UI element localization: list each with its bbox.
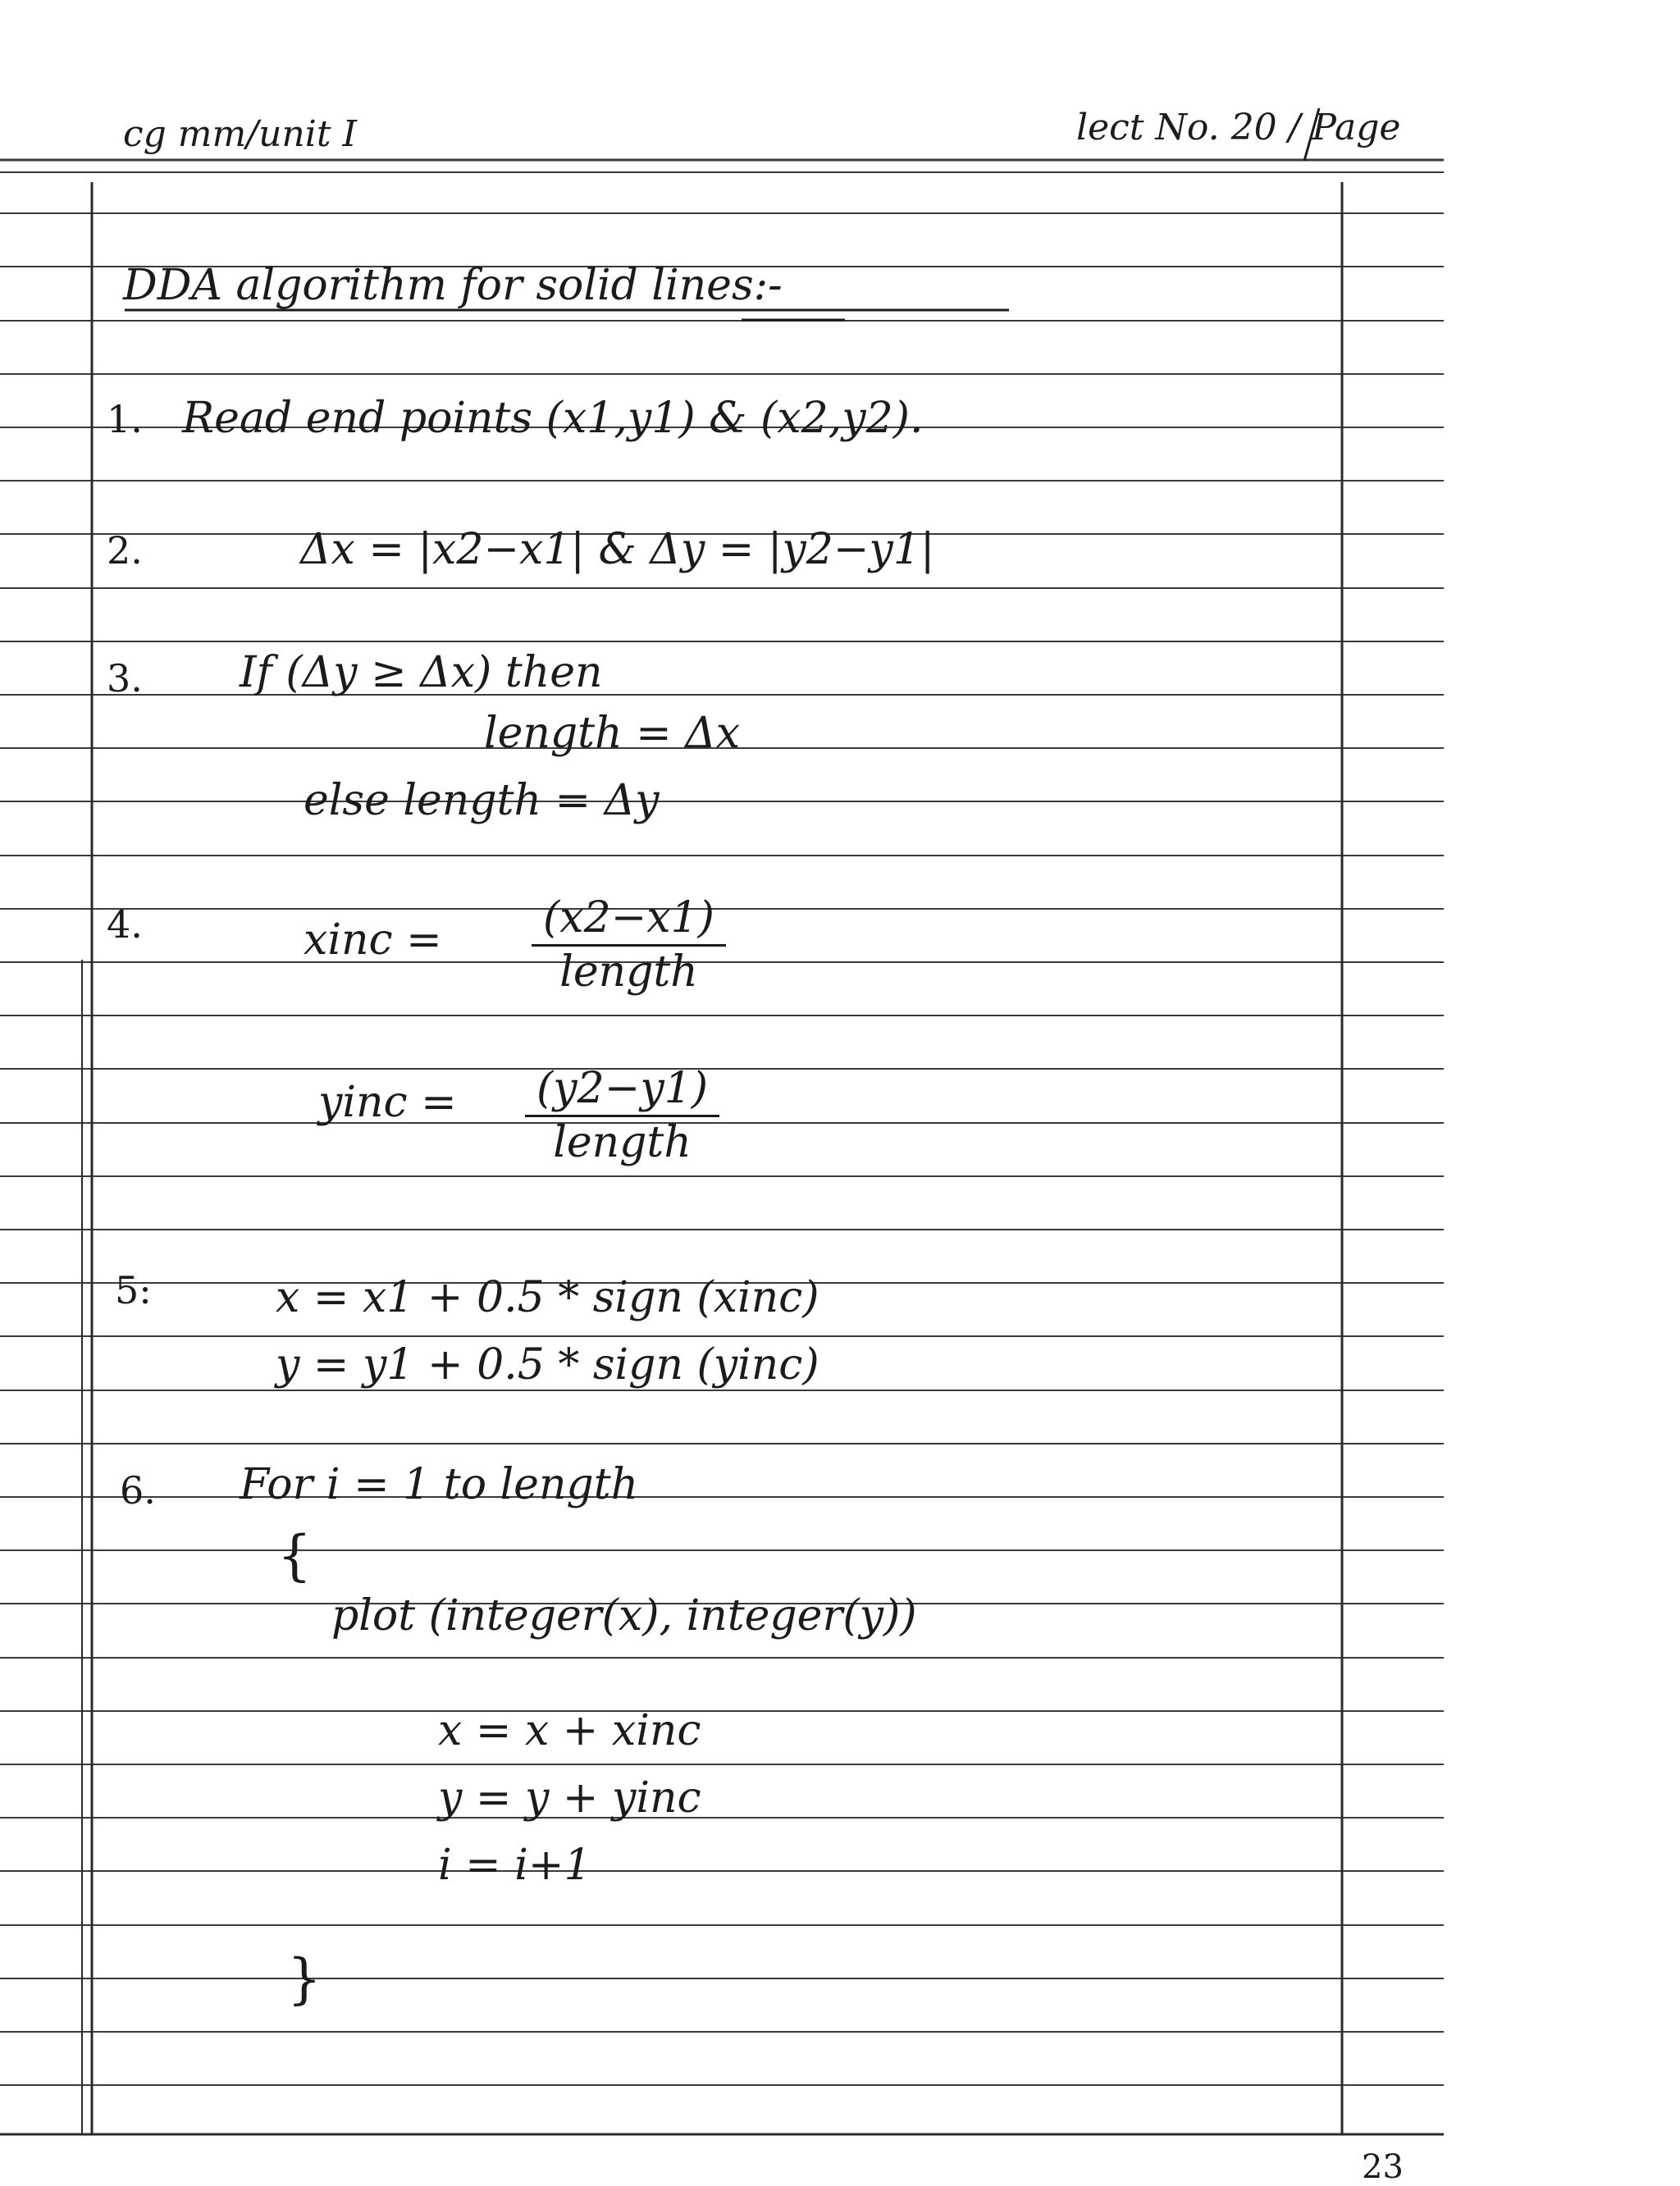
then-branch: length = Δx	[484, 709, 741, 758]
step-number: 3.	[107, 656, 143, 701]
step-number: 2.	[107, 528, 143, 573]
step-text: Δx = |x2−x1| & Δy = |y2−y1|	[300, 525, 935, 574]
page-title: DDA algorithm for solid lines:-	[123, 261, 783, 310]
i-update: i = i+1	[438, 1841, 591, 1890]
xinc-lhs: xinc =	[304, 915, 442, 965]
header-right: lect No. 20 / Page	[1076, 107, 1401, 148]
yinc-denominator: length	[553, 1117, 692, 1167]
x-init: x = x1 + 0.5 * sign (xinc)	[276, 1273, 819, 1322]
else-branch: else length = Δy	[304, 776, 660, 825]
y-init: y = y1 + 0.5 * sign (yinc)	[276, 1340, 819, 1390]
yinc-numerator: (y2−y1)	[525, 1066, 719, 1117]
yinc-lhs: yinc =	[318, 1078, 457, 1127]
yinc-fraction	[525, 1066, 719, 1165]
x-update: x = x + xinc	[438, 1706, 701, 1755]
step-text: Read end points (x1,y1) & (x2,y2).	[182, 394, 924, 443]
if-condition: If (Δy ≥ Δx) then	[240, 648, 603, 697]
step-number: 1.	[107, 397, 143, 441]
step-number: 5:	[115, 1268, 152, 1312]
for-loop: For i = 1 to length	[240, 1460, 639, 1509]
y-update: y = y + yinc	[438, 1773, 701, 1823]
step-number: 4.	[107, 902, 143, 947]
close-brace: }	[287, 1947, 322, 2010]
page-number: 23	[1362, 2148, 1404, 2186]
plot-call: plot (integer(x), integer(y))	[331, 1591, 917, 1641]
step-number: 6.	[120, 1468, 156, 1513]
xinc-numerator: (x2−x1)	[532, 896, 726, 947]
open-brace: {	[277, 1524, 312, 1587]
xinc-denominator: length	[559, 947, 698, 997]
xinc-fraction	[532, 893, 726, 997]
header-left: cg mm/unit I	[123, 113, 357, 155]
